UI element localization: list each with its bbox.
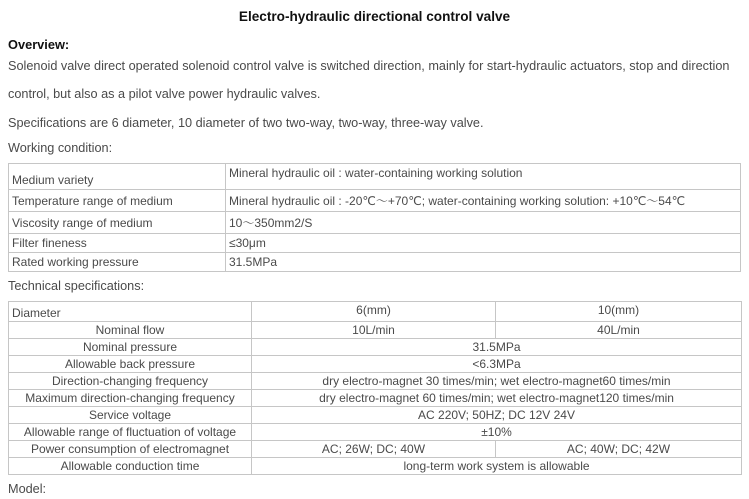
row-label: Allowable range of fluctuation of voltage	[9, 424, 252, 441]
row-label: Nominal flow	[9, 322, 252, 339]
row-label: Viscosity range of medium	[9, 212, 226, 234]
table-row	[9, 339, 742, 356]
table-row	[9, 424, 742, 441]
row-label: Allowable back pressure	[9, 356, 252, 373]
table-row	[9, 356, 742, 373]
header-label: Diameter	[9, 302, 252, 322]
table-row	[9, 253, 741, 272]
table-row	[9, 407, 742, 424]
row-label: Filter fineness	[9, 234, 226, 253]
row-label: Maximum direction-changing frequency	[9, 390, 252, 407]
row-label: Temperature range of medium	[9, 190, 226, 212]
row-label: Rated working pressure	[9, 253, 226, 272]
table-row	[9, 234, 741, 253]
table-row	[9, 390, 742, 407]
table-row	[9, 190, 741, 212]
row-value: dry electro-magnet 60 times/min; wet electro-magnet120 times/min	[252, 390, 742, 407]
row-value: ≤30μm	[226, 234, 741, 253]
row-value: Mineral hydraulic oil : water-containing working solution	[226, 164, 741, 190]
row-label: Direction-changing frequency	[9, 373, 252, 390]
row-value: Mineral hydraulic oil : -20℃～+70℃; water-containing working solution: +10℃～54℃	[226, 190, 741, 212]
table-row	[9, 164, 741, 190]
table-row	[9, 458, 742, 475]
row-label: Allowable conduction time	[9, 458, 252, 475]
row-value-10mm: 40L/min	[496, 322, 742, 339]
technical-specifications-heading: Technical specifications:	[8, 279, 145, 293]
row-value-6mm: AC; 26W; DC; 40W	[252, 441, 496, 458]
row-value: 31.5MPa	[252, 339, 742, 356]
table-row	[9, 441, 742, 458]
row-label: Service voltage	[9, 407, 252, 424]
overview-heading: Overview:	[8, 37, 70, 52]
model-heading: Model:	[8, 482, 47, 496]
row-value-10mm: AC; 40W; DC; 42W	[496, 441, 742, 458]
working-condition-heading: Working condition:	[8, 141, 113, 155]
table-header-row	[9, 302, 742, 322]
row-value: dry electro-magnet 30 times/min; wet electro-magnet60 times/min	[252, 373, 742, 390]
row-value: AC 220V; 50HZ; DC 12V 24V	[252, 407, 742, 424]
technical-specifications-table	[8, 301, 742, 475]
row-label: Power consumption of electromagnet	[9, 441, 252, 458]
row-value: long-term work system is allowable	[252, 458, 742, 475]
specifications-paragraph: Specifications are 6 diameter, 10 diameter of two two-way, two-way, three-way valve.	[8, 116, 484, 130]
table-row	[9, 322, 742, 339]
document-page	[0, 8, 749, 499]
row-value: 31.5MPa	[226, 253, 741, 272]
row-label: Medium variety	[9, 164, 226, 190]
table-row	[9, 212, 741, 234]
row-value: <6.3MPa	[252, 356, 742, 373]
page-title: Electro-hydraulic directional control valve	[238, 9, 511, 24]
row-label: Nominal pressure	[9, 339, 252, 356]
row-value-6mm: 10L/min	[252, 322, 496, 339]
header-col-10mm: 10(mm)	[496, 302, 742, 322]
working-condition-table	[8, 163, 741, 272]
table-row	[9, 373, 742, 390]
row-value: 10～350mm2/S	[226, 212, 741, 234]
overview-paragraph: Solenoid valve direct operated solenoid control valve is switched direction, mainly for start-hydraulic actuators, stop and direction control, but also as a pilot valve power hydraulic valves.	[8, 59, 730, 101]
header-col-6mm: 6(mm)	[252, 302, 496, 322]
row-value: ±10%	[252, 424, 742, 441]
